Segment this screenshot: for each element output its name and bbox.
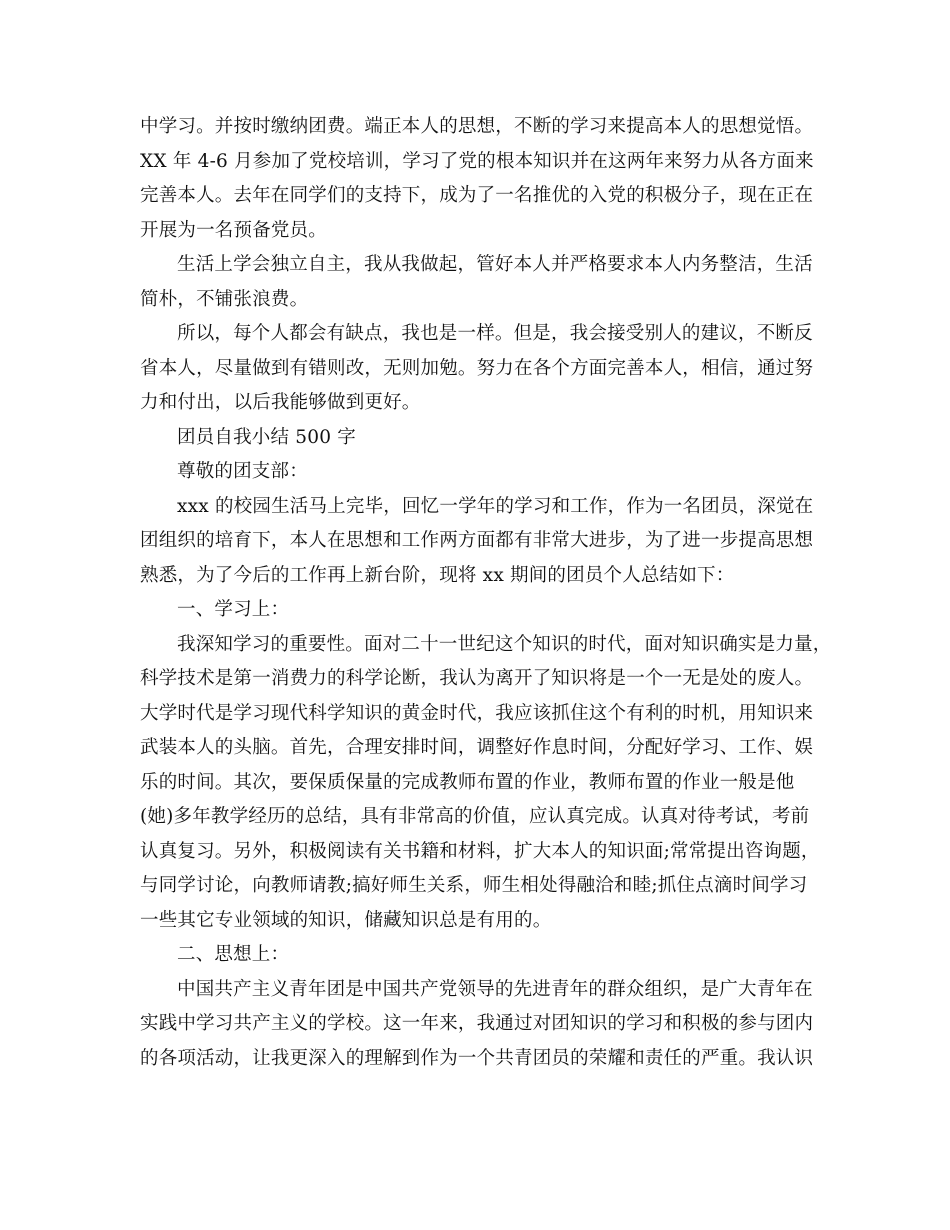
text-line: 中学习。并按时缴纳团费。端正本人的思想，不断的学习来提高本人的思想觉悟。 — [140, 116, 814, 137]
text-line: 与同学讨论，向教师请教;搞好师生关系，师生相处得融洽和睦;抓住点滴时间学习 — [140, 875, 808, 896]
text-line: 实践中学习共产主义的学校。这一年来，我通过对团知识的学习和积极的参与团内 — [140, 1013, 814, 1034]
text-line: 我深知学习的重要性。面对二十一世纪这个知识的时代，面对知识确实是力量， — [177, 633, 832, 655]
text-line: 省本人，尽量做到有错则改，无则加勉。努力在各个方面完善本人，相信，通过努 — [140, 357, 814, 379]
text-line: 完善本人。去年在同学们的支持下，成为了一名推优的入党的积极分子，现在正在 — [140, 185, 814, 206]
text-line: 团员自我小结 500 字 — [177, 426, 356, 448]
text-line: 熟悉，为了今后的工作再上新台阶，现将 xx 期间的团员个人总结如下： — [140, 564, 735, 586]
text-line: 简朴，不铺张浪费。 — [140, 288, 309, 310]
text-line: 武装本人的头脑。首先，合理安排时间，调整好作息时间，分配好学习、工作、娱 — [140, 737, 814, 758]
text-line: xxx 的校园生活马上完毕，回忆一学年的学习和工作，作为一名团员，深觉在 — [177, 495, 814, 517]
text-line: 力和付出，以后我能够做到更好。 — [140, 392, 421, 413]
text-line: 大学时代是学习现代科学知识的黄金时代，我应该抓住这个有利的时机，用知识来 — [140, 702, 814, 724]
text-line: 尊敬的团支部： — [177, 461, 308, 482]
text-line: 团组织的培育下，本人在思想和工作两方面都有非常大进步，为了进一步提高思想 — [140, 530, 814, 551]
text-line: 生活上学会独立自主，我从我做起，管好本人并严格要求本人内务整洁，生活 — [177, 254, 813, 275]
text-line: 乐的时间。其次，要保质保量的完成教师布置的作业，教师布置的作业一般是他 — [140, 771, 795, 793]
text-line: 开展为一名预备党员。 — [140, 219, 328, 241]
text-line: (她)多年教学经历的总结，具有非常高的价值，应认真完成。认真对待考试，考前 — [140, 806, 810, 827]
text-line: 的各项活动，让我更深入的理解到作为一个共青团员的荣耀和责任的严重。我认识 — [140, 1047, 814, 1069]
text-line: 一些其它专业领域的知识，储藏知识总是有用的。 — [140, 909, 552, 931]
text-line: 认真复习。另外，积极阅读有关书籍和材料，扩大本人的知识面;常常提出咨询题， — [140, 840, 820, 862]
document-body — [140, 110, 832, 1076]
text-line: XX 年 4-6 月参加了党校培训，学习了党的根本知识并在这两年来努力从各方面来 — [140, 150, 814, 172]
text-line: 二、思想上： — [177, 944, 290, 965]
text-line: 中国共产主义青年团是中国共产党领导的先进青年的群众组织，是广大青年在 — [177, 978, 813, 1000]
text-line: 所以，每个人都会有缺点，我也是一样。但是，我会接受别人的建议，不断反 — [177, 323, 813, 344]
text-line: 科学技术是第一消费力的科学论断，我认为离开了知识将是一个一无是处的废人。 — [140, 668, 814, 689]
text-line: 一、学习上： — [177, 599, 290, 620]
